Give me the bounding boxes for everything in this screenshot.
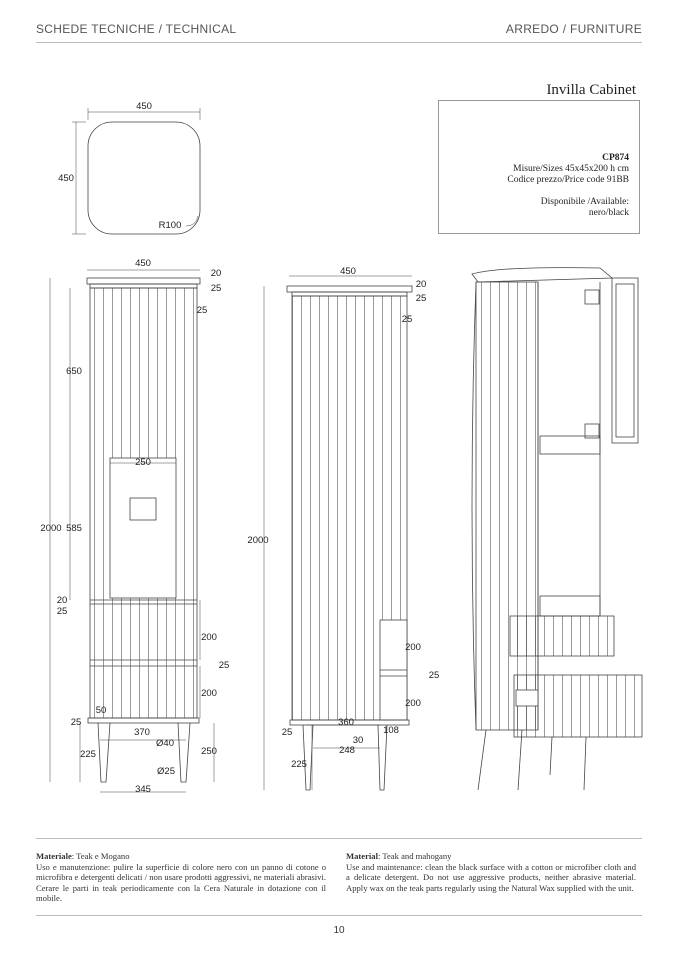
notes-english: [346, 851, 636, 893]
front-leg-dia-top-label: Ø40: [156, 738, 174, 749]
side-drawer-gap-label: 25: [428, 670, 440, 681]
front-shelf-b-label: 25: [56, 606, 68, 617]
material-value-en: : Teak and mahogany: [377, 851, 452, 861]
material-value-it: : Teak e Mogano: [71, 851, 130, 861]
front-leg-dia-bottom-label: Ø25: [157, 766, 175, 777]
side-base-label: 25: [281, 727, 293, 738]
side-leg-height-label: 225: [291, 759, 307, 770]
availability-label: Disponibile /Available:: [540, 197, 629, 207]
front-foot-inset-label: 50: [95, 705, 107, 716]
front-leg-height-label: 225: [80, 749, 96, 760]
front-drawer-gap-label: 25: [218, 660, 230, 671]
front-upper-label: 650: [66, 366, 82, 377]
top-depth-label: 450: [58, 173, 74, 184]
side-width-label: 450: [340, 266, 356, 277]
front-total-label: 2000: [40, 523, 62, 534]
front-width-label: 450: [135, 258, 151, 269]
maintenance-text-it: Uso e manutenzione: pulire la superficie di colore nero con un panno di cotone o microfibra e detergenti delicati / non usare prodotti aggressivi, ne materiali abrasivi. Cerare le parti in teak periodicamente con la Cera Naturale in dotazione con il mobile.: [36, 861, 326, 904]
top-view: [72, 108, 200, 234]
material-label-en: Material: [346, 851, 378, 861]
notes-divider: [36, 838, 642, 839]
side-top-a-label: 20: [415, 279, 427, 290]
front-middle-label: 585: [66, 523, 82, 534]
front-base-label: 25: [70, 717, 82, 728]
side-a-label: 30: [352, 735, 364, 746]
maintenance-text-en: Use and maintenance: clean the black surface with a cotton or microfiber cloth and a delicate detergent. Do not use aggressive products, neither abrasive material. Apply wax on the teak parts regularly using the Natural Wax supplied with the unit.: [346, 861, 636, 893]
front-drawer-bottom-label: 200: [201, 688, 217, 699]
front-top-a-label: 20: [210, 268, 222, 279]
product-title: Invilla Cabinet: [546, 82, 636, 98]
front-shelf-a-label: 20: [56, 595, 68, 606]
product-price-code: Codice prezzo/Price code 91BB: [507, 175, 629, 185]
side-top-c-label: 25: [401, 314, 413, 325]
top-width-label: 450: [136, 101, 152, 112]
side-drawer-bottom-label: 200: [405, 698, 421, 709]
side-leg-span-label: 248: [339, 745, 355, 756]
product-code: CP874: [602, 153, 629, 163]
side-inner-depth-label: 360: [338, 717, 354, 728]
front-leg-height-b-label: 250: [201, 746, 217, 757]
side-drawer-top-label: 200: [405, 642, 421, 653]
header-right: ARREDO / FURNITURE: [505, 22, 642, 36]
front-inner-width-label: 250: [135, 457, 151, 468]
side-view: [264, 276, 412, 790]
front-foot-span-label: 345: [135, 784, 151, 795]
side-back-label: 108: [383, 725, 399, 736]
material-label-it: Materiale: [36, 851, 72, 861]
top-radius-label: R100: [158, 220, 182, 231]
front-top-c-label: 25: [196, 305, 208, 316]
front-drawer-top-label: 200: [201, 632, 217, 643]
perspective-view: [472, 268, 642, 790]
side-top-b-label: 25: [415, 293, 427, 304]
footer-divider: [36, 915, 642, 916]
front-leg-span-label: 370: [134, 727, 150, 738]
availability-value: nero/black: [588, 208, 629, 218]
notes-italian: [36, 851, 326, 904]
side-total-label: 2000: [247, 535, 269, 546]
front-top-b-label: 25: [210, 283, 222, 294]
header-left: SCHEDE TECNICHE / TECHNICAL: [36, 22, 237, 36]
page-number: 10: [333, 925, 345, 936]
product-sizes: Misure/Sizes 45x45x200 h cm: [513, 164, 629, 174]
